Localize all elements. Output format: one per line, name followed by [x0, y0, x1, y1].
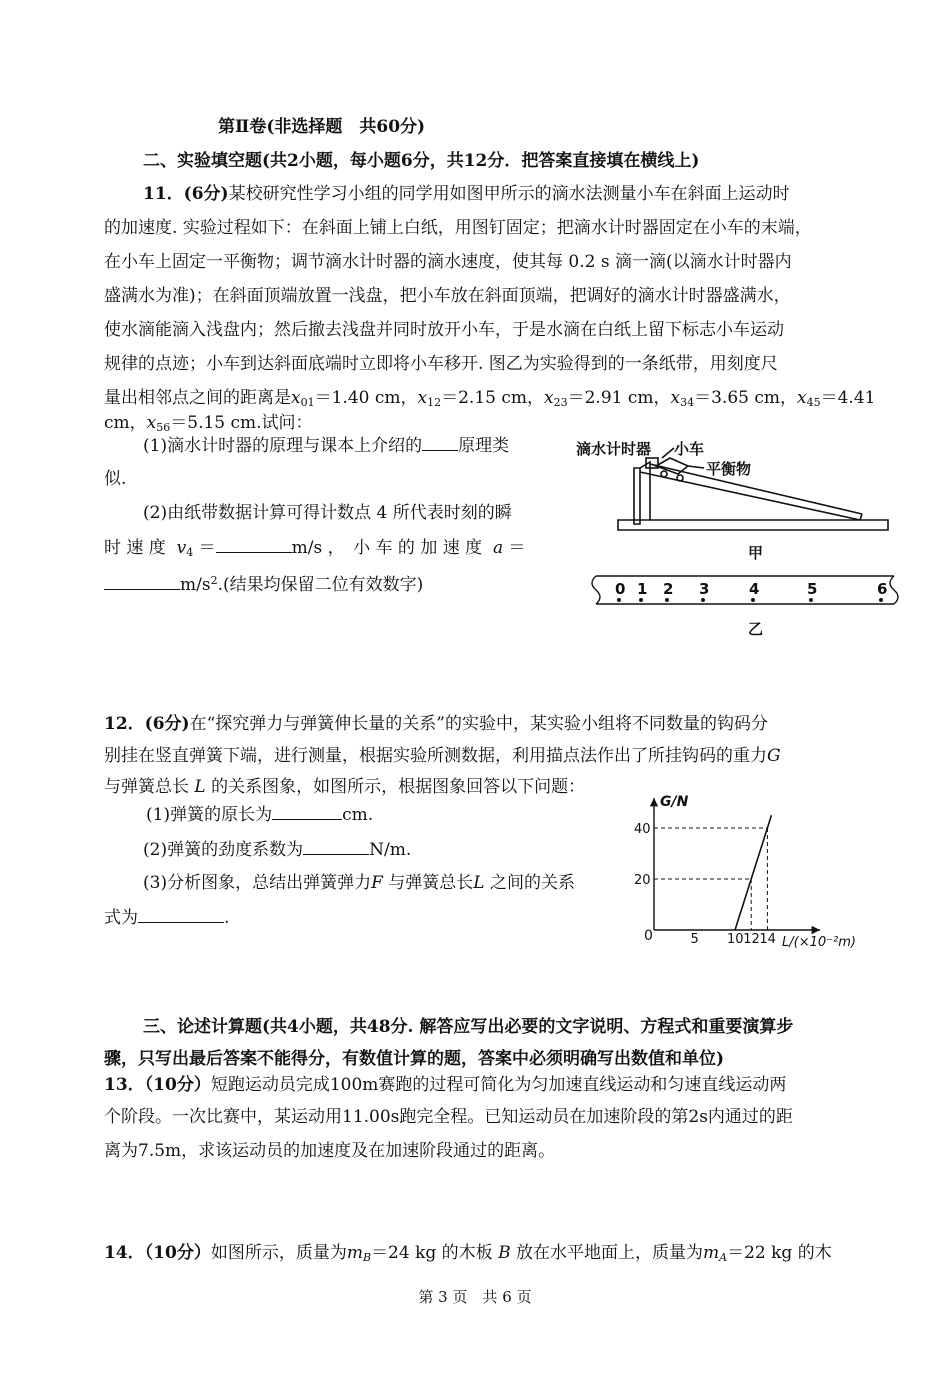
page-footer: 第 3 页 共 6 页	[418, 1288, 532, 1306]
x12-value: ＝2.15 cm，	[441, 388, 544, 408]
tape-point-label: 5	[807, 580, 818, 598]
q12-line1	[104, 713, 768, 735]
q12-score: (6分)	[144, 714, 190, 734]
x-tick-label: 12	[743, 932, 760, 947]
x12-symbol: x	[417, 388, 428, 408]
x34-sub: 34	[680, 396, 695, 409]
label-balance: 平衡物	[706, 460, 752, 478]
mB-symbol: m	[346, 1243, 363, 1263]
x45-value: ＝4.41	[820, 388, 876, 408]
B-symbol: B	[498, 1243, 511, 1263]
q12-answer-blank-2[interactable]	[303, 838, 369, 855]
tick-labels	[634, 822, 776, 947]
q12-part2	[143, 838, 411, 861]
x23-sub: 23	[553, 396, 568, 409]
q12-part3-cont	[104, 906, 229, 929]
mA-sub: A	[719, 1251, 728, 1264]
L-symbol-2: L	[473, 873, 485, 893]
q11-unit-sup: 2	[210, 574, 218, 587]
q13-number: 13．	[104, 1075, 145, 1095]
q11-line2: 的加速度. 实验过程如下：在斜面上铺上白纸，用图钉固定；把滴水计时器固定在小车的末端，	[104, 218, 812, 238]
q14-score: （10分）	[144, 1243, 211, 1263]
tape-point-dot	[639, 598, 643, 602]
q11-line5: 使水滴能滴入浅盘内；然后撤去浅盘并同时放开小车，于是水滴在白纸上留下标志小车运动	[104, 320, 784, 340]
v4-sub: 4	[186, 546, 194, 559]
x23-symbol: x	[544, 388, 554, 408]
x56-symbol: x	[146, 413, 157, 433]
q11-part2-line2	[104, 536, 526, 564]
tape-point-dot	[751, 598, 755, 602]
q14-number: 14．	[104, 1243, 145, 1263]
x-tick-label: 10	[727, 932, 744, 947]
tape-point-dot	[617, 598, 621, 602]
x23-value: ＝2.91 cm，	[567, 388, 671, 408]
q13-line3: 离为7.5m，求该运动员的加速度及在加速阶段通过的距离。	[104, 1141, 556, 1161]
x-tick-label: 14	[759, 932, 776, 947]
q11-part2: (2)由纸带数据计算可得计数点 4 所代表时刻的瞬	[143, 503, 512, 523]
q12-part2-unit: N/m.	[369, 840, 412, 860]
q11-answer-blank-2[interactable]	[216, 536, 292, 553]
q12-part1-text: (1)弹簧的原长为	[146, 805, 273, 825]
x34-value: ＝3.65 cm，	[694, 388, 797, 408]
x45-sub: 45	[806, 396, 821, 409]
x01-symbol: x	[291, 388, 301, 408]
y-axis-label: G/N	[660, 794, 689, 810]
q11-part1-tail: 原理类	[458, 436, 510, 456]
q11-part2-line3	[104, 570, 423, 596]
q12-part2-text: (2)弹簧的劲度系数为	[143, 840, 304, 860]
y-tick-label: 40	[634, 822, 651, 837]
a-symbol: a	[492, 538, 504, 558]
q14-t2: ＝24 kg 的木板	[371, 1243, 493, 1263]
q11-figure	[570, 428, 910, 648]
apparatus-diagram	[618, 448, 888, 530]
q12-text: 在“探究弹力与弹簧伸长量的关系”的实验中，某实验小组将不同数量的钩码分	[189, 714, 768, 734]
q11-score: (6分)	[183, 184, 229, 204]
tape-point-dot	[809, 598, 813, 602]
q11-line8-pre: cm，	[104, 413, 147, 433]
x56-sub: 56	[156, 421, 171, 434]
series-line	[735, 815, 771, 930]
q12-part1	[146, 803, 373, 826]
section2-title: 二、实验填空题(共2小题，每小题6分，共12分．把答案直接填在横线上)	[143, 151, 700, 171]
x34-symbol: x	[670, 388, 681, 408]
q12-part3-d: 式为	[104, 908, 138, 928]
part-title: 第Ⅱ卷(非选择题 共60分)	[218, 117, 426, 137]
q12-answer-blank-3[interactable]	[138, 906, 224, 923]
q12-line3-post: 的关系图象，如图所示，根据图象回答以下问题：	[211, 777, 586, 797]
q11-part2-prefix: 时 速 度	[104, 538, 166, 558]
q12-line3-pre: 与弹簧总长	[104, 777, 189, 797]
x12-sub: 12	[427, 396, 442, 409]
tape-point-label: 6	[877, 580, 888, 598]
x56-value: ＝5.15 cm.试问：	[170, 413, 313, 433]
tape-point-dot	[879, 598, 883, 602]
q11-part1	[143, 434, 509, 457]
q11-line7	[104, 387, 875, 414]
v4-eq: ＝	[198, 538, 216, 558]
F-symbol: F	[371, 873, 383, 893]
q14-t3: 放在水平地面上，质量为	[516, 1243, 703, 1263]
origin-label: 0	[644, 928, 653, 944]
tape-points	[615, 580, 887, 602]
q12-part3-text: (3)分析图象，总结出弹簧弹力	[143, 873, 372, 893]
v4-symbol: v	[176, 538, 187, 558]
x01-value: ＝1.40 cm，	[314, 388, 418, 408]
q11-line6: 规律的点迹；小车到达斜面底端时立即将小车移开. 图乙为实验得到的一条纸带，用刻度尺	[104, 354, 778, 374]
q11-part1-cont: 似.	[104, 469, 127, 489]
q12-part3-end: .	[224, 908, 230, 928]
q11-text: 某校研究性学习小组的同学用如图甲所示的滴水法测量小车在斜面上运动时	[228, 184, 790, 204]
q13-line1	[104, 1074, 786, 1096]
G-symbol: G	[767, 746, 781, 766]
a-eq: ＝	[508, 538, 526, 558]
label-yi: 乙	[748, 620, 764, 638]
q11-line7-pre: 量出相邻点之间的距离是	[104, 388, 291, 408]
q14-t1: 如图所示，质量为	[210, 1243, 347, 1263]
section3-title-line1: 三、论述计算题(共4小题，共48分. 解答应写出必要的文字说明、方程式和重要演算步	[143, 1017, 794, 1037]
q14-t4: ＝22 kg 的木	[727, 1243, 832, 1263]
x45-symbol: x	[797, 388, 807, 408]
q11-part2-unit1: m/s ， 小 车 的 加 速 度	[291, 538, 483, 558]
g-l-chart	[620, 788, 870, 953]
tape-point-label: 4	[749, 580, 760, 598]
x-tick-label: 5	[690, 932, 699, 947]
q13-score: （10分）	[144, 1075, 211, 1095]
q13-line2: 个阶段。一次比赛中，某运动用11.00s跑完全程。已知运动员在加速阶段的第2s内通过的距	[104, 1107, 793, 1127]
q12-part3	[143, 872, 575, 894]
q12-part1-unit: cm.	[342, 805, 374, 825]
tape-point-dot	[665, 598, 669, 602]
tape-point-dot	[701, 598, 705, 602]
q11-line1	[143, 183, 790, 205]
q12-part3-tail: 之间的关系	[490, 873, 575, 893]
label-jia: 甲	[748, 544, 764, 562]
L-symbol: L	[194, 777, 206, 797]
q11-part1-text: (1)滴水计时器的原理与课本上介绍的	[143, 436, 423, 456]
tape-point-label: 3	[699, 580, 710, 598]
q12-line3	[104, 776, 585, 798]
x01-sub: 01	[300, 396, 315, 409]
q11-number: 11．	[143, 184, 184, 204]
q11-answer-blank-1[interactable]	[422, 434, 458, 451]
q11-part2-unit2: m/s	[180, 575, 211, 595]
y-tick-label: 20	[634, 873, 651, 888]
q11-line4: 盛满水为准)；在斜面顶端放置一浅盘，把小车放在斜面顶端，把调好的滴水计时器盛满水，	[104, 286, 791, 306]
x-axis-label: L/(×10⁻²m)	[782, 935, 856, 950]
label-car: 小车	[674, 440, 705, 458]
q12-part3-mid: 与弹簧总长	[388, 873, 474, 893]
label-timer: 滴水计时器	[576, 440, 652, 458]
q11-part2-end: .(结果均保留二位有效数字)	[217, 575, 424, 595]
tape-point-label: 1	[637, 580, 648, 598]
q11-line3: 在小车上固定一平衡物；调节滴水计时器的滴水速度，使其每 0.2 s 滴一滴(以滴水计时器内	[104, 252, 792, 272]
tape-point-label: 0	[615, 580, 626, 598]
q12-line2-text: 别挂在竖直弹簧下端，进行测量，根据实验所测数据，利用描点法作出了所挂钩码的重力	[104, 746, 767, 766]
mA-symbol: m	[703, 1243, 720, 1263]
q11-answer-blank-3[interactable]	[104, 573, 180, 590]
section3-title-line2: 骤，只写出最后答案不能得分，有数值计算的题，答案中必须明确写出数值和单位)	[104, 1049, 725, 1069]
tape-point-label: 2	[663, 580, 674, 598]
q13-text: 短跑运动员完成100m赛跑的过程可简化为匀加速直线运动和匀速直线运动两	[210, 1075, 787, 1095]
q12-answer-blank-1[interactable]	[272, 803, 342, 820]
q14-line1	[104, 1242, 832, 1269]
q12-number: 12．	[104, 714, 145, 734]
q12-line2	[104, 745, 781, 767]
mB-sub: B	[362, 1251, 372, 1264]
